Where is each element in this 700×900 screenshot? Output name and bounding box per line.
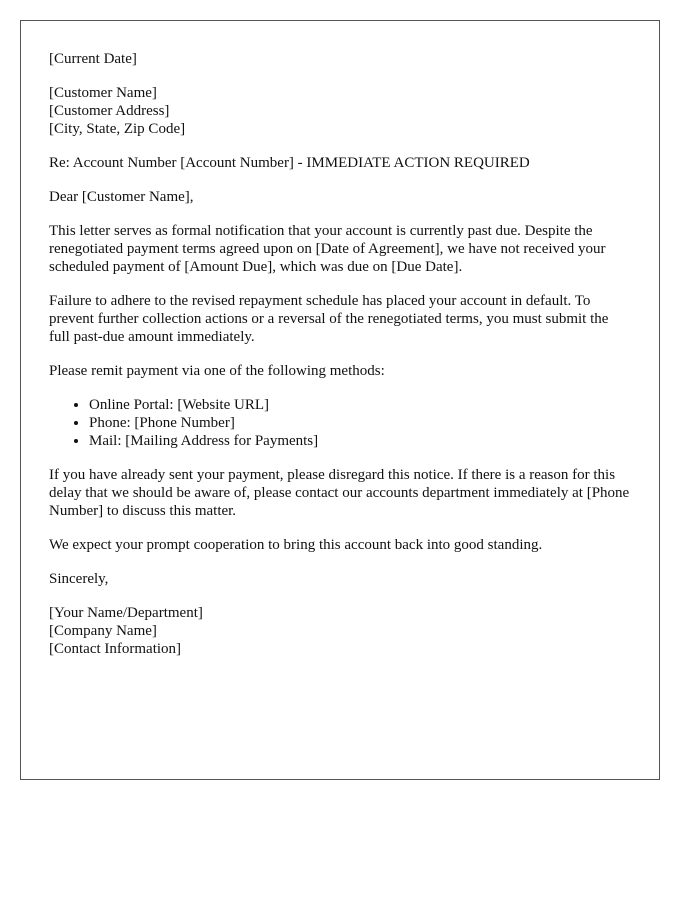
payment-methods-list (49, 396, 631, 450)
letter-date: [Current Date] (49, 51, 137, 67)
body-paragraph-default: Failure to adhere to the revised repayment schedule has placed your account in default. To prevent further collection actions or a reversal of the renegotiated terms, you must submit the full past-due amount immediately. (49, 293, 609, 345)
sign-off: Sincerely, (49, 571, 109, 587)
subject-line: Re: Account Number [Account Number] - IMMEDIATE ACTION REQUIRED (49, 155, 530, 171)
payment-method-online: • Online Portal: [Website URL] (89, 396, 631, 414)
salutation: Dear [Customer Name], (49, 189, 194, 205)
signature-name-department: [Your Name/Department] (49, 605, 203, 621)
signature-contact: [Contact Information] (49, 641, 182, 657)
recipient-address: [Customer Address] (49, 103, 170, 119)
body-paragraph-notice: This letter serves as formal notification that your account is currently past due. Despite the renegotiated payment terms agreed upon on [Date of Agreement], we have not received your scheduled payment of [Amount Due], which was due on [Due Date]. (49, 223, 606, 275)
payment-method-mail: • Mail: [Mailing Address for Payments] (89, 432, 631, 450)
recipient-name: [Customer Name] (49, 85, 157, 101)
body-paragraph-remit: Please remit payment via one of the following methods: (49, 363, 385, 379)
recipient-city-state-zip: [City, State, Zip Code] (49, 121, 186, 137)
recipient-block (49, 84, 631, 138)
payment-method-phone: • Phone: [Phone Number] (89, 414, 631, 432)
body-paragraph-disregard: If you have already sent your payment, please disregard this notice. If there is a reason for this delay that we should be aware of, please contact our accounts department immediately at [Phone Number] to discuss this matter. (49, 467, 630, 519)
body-paragraph-cooperation: We expect your prompt cooperation to bring this account back into good standing. (49, 537, 543, 553)
signature-company: [Company Name] (49, 623, 157, 639)
signature-block (49, 604, 631, 658)
letter-page (20, 20, 660, 780)
